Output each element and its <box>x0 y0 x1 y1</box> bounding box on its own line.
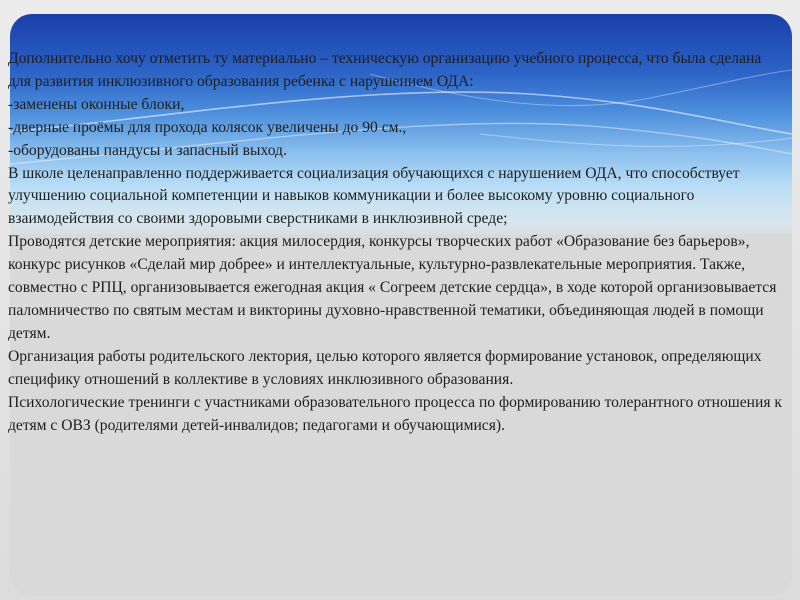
paragraph-intro: Дополнительно хочу отметить ту материально – техническую организацию учебного процесса, что была сделана для развития инклюзивного образования ребенка с нарушением ОДА: <box>8 50 762 90</box>
main-text <box>8 48 784 437</box>
paragraph-socialization: В школе целенаправленно поддерживается социализация обучающихся с нарушением ОДА, что способствует улучшению социальной компетенции и навыков коммуникации и более высокому уровню социального взаимодействия со своими здоровыми сверстниками в инклюзивной среде; <box>8 164 740 228</box>
paragraph-trainings: Психологические тренинги с участниками образовательного процесса по формированию толерантного отношения к детям с ОВЗ (родителями детей-инвалидов; педагогами и обучающимися). <box>8 393 783 434</box>
list-item-windows: -заменены оконные блоки, <box>8 95 185 113</box>
paragraph-lectures: Организация работы родительского лектория, целью которого является формирование установок, определяющих специфику отношений в коллективе в условиях инклюзивного образования. <box>8 347 762 388</box>
paragraph-events: Проводятся детские мероприятия: акция милосердия, конкурсы творческих работ «Образование без барьеров», конкурс рисунков «Сделай мир добрее» и интеллектуальные, культурно-развлекательные мероприятия. Также, совместно с РПЦ, организовывается ежегодная акция « Согреем детские сердца», в ходе которой организовывается паломничество по святым местам и викторины духовно-нравственной тематики, объединяющая людей в помощи детям. <box>8 233 777 342</box>
list-item-ramps: -оборудованы пандусы и запасный выход. <box>8 141 287 159</box>
list-item-doorways: -дверные проёмы для прохода колясок увеличены до 90 см., <box>8 118 407 136</box>
